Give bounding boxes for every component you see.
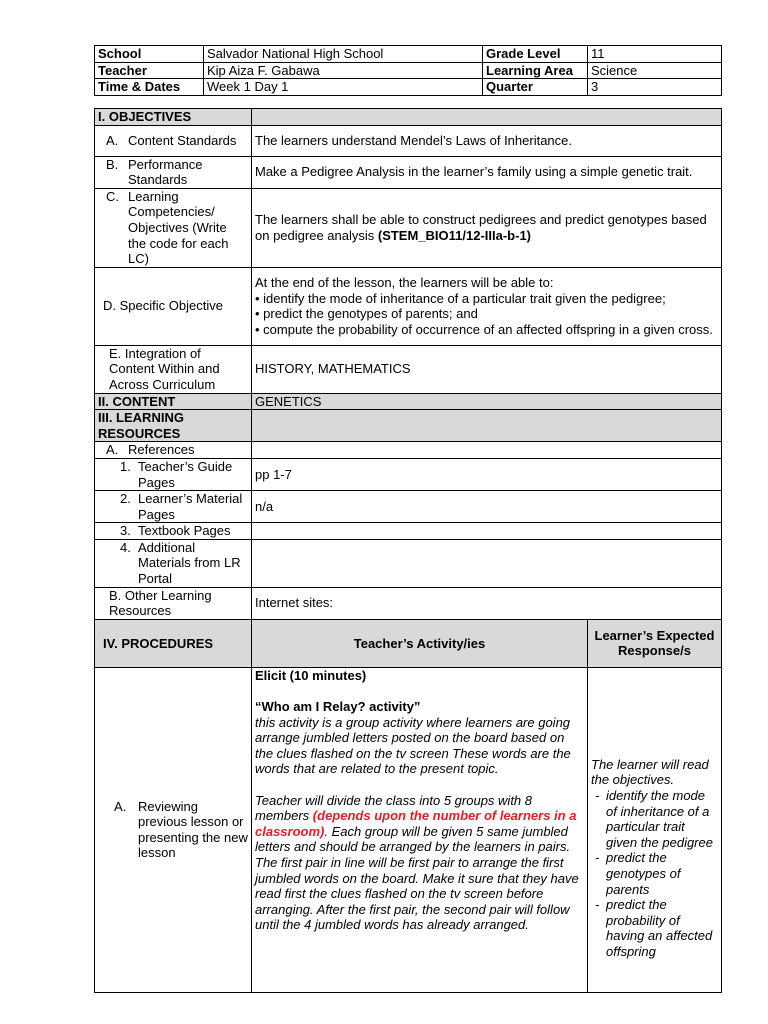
objectives-heading-blank	[252, 109, 722, 126]
performance-standards-value: Make a Pedigree Analysis in the learner’s family using a simple genetic trait.	[252, 156, 722, 188]
teacher-value: Kip Aiza F. Gabawa	[204, 62, 483, 79]
specific-objective-item: • identify the mode of inheritance of a particular trait given the pedigree;	[255, 291, 718, 307]
specific-objective-label: D. Specific Objective	[95, 267, 252, 345]
quarter-label: Quarter	[483, 79, 588, 96]
quarter-value: 3	[588, 79, 722, 96]
other-resources-label: B. Other Learning Resources	[95, 587, 252, 619]
content-value: GENETICS	[252, 393, 722, 410]
learner-response-cell: The learner will read the objectives. - identify the mode of inheritance of a particular trait given the pedigree - predict the genotypes of parents - predict the probability of having an affected offspring	[588, 667, 722, 992]
time-value: Week 1 Day 1	[204, 79, 483, 96]
references-blank	[252, 442, 722, 459]
school-label: School	[95, 46, 204, 63]
lesson-plan-table	[94, 108, 722, 993]
grade-label: Grade Level	[483, 46, 588, 63]
content-heading: II. CONTENT	[95, 393, 252, 410]
references-label: A. References	[95, 442, 252, 459]
performance-standards-label: B. Performance Standards	[95, 156, 252, 188]
response-intro: The learner will read the objectives.	[591, 756, 709, 788]
integration-label: E. Integration of Content Within and Across Curriculum	[95, 345, 252, 393]
resource-item-value	[252, 523, 722, 540]
area-value: Science	[588, 62, 722, 79]
resource-item-label: 2. Learner’s Material Pages	[95, 491, 252, 523]
specific-objective-item: • compute the probability of occurrence of an affected offspring in a given cross.	[255, 322, 718, 338]
procedures-heading: IV. PROCEDURES	[95, 619, 252, 667]
school-value: Salvador National High School	[204, 46, 483, 63]
resource-item-value: n/a	[252, 491, 722, 523]
resource-item-value: pp 1-7	[252, 458, 722, 490]
competency-code: (STEM_BIO11/12-IIIa-b-1)	[377, 227, 532, 243]
content-standards-label: A. Content Standards	[95, 125, 252, 156]
resource-item-label: 1. Teacher’s Guide Pages	[95, 458, 252, 490]
header-table	[94, 45, 722, 96]
other-resources-value: Internet sites:	[252, 587, 722, 619]
procedure-step-label: A. Reviewing previous lesson or presenting the new lesson	[95, 667, 252, 992]
response-item: identify the mode of inheritance of a particular trait given the pedigree	[606, 788, 713, 850]
activity-description: this activity is a group activity where learners are going arrange jumbled letters posted on the board based on the clues flashed on the tv screen These words are the words that are related to the present topic.	[255, 714, 571, 777]
teacher-activity-cell	[252, 667, 588, 992]
group-size-note: (depends upon the number of learners in a classroom)	[255, 808, 577, 839]
learner-response-header: Learner’s Expected Response/s	[588, 619, 722, 667]
time-label: Time & Dates	[95, 79, 204, 96]
resource-item-value	[252, 539, 722, 587]
response-item: predict the probability of having an affected offspring	[606, 897, 713, 959]
activity-instructions: Teacher will divide the class into 5 groups with 8 members (depends upon the number of learners in a classroom). Each group will be given 5 same jumbled letters and should be arranged by the learners in pairs. The first pair in line will be first pair to arrange the first jumbled words on the board. Make it sure that they have read first the clues flashed on the tv screen before arranging. After the first pair, the second pair will follow until the 4 jumbled words has already arranged.	[255, 792, 579, 933]
competencies-label: C. Learning Competencies/ Objectives (Write the code for each LC)	[95, 188, 252, 267]
resources-heading-blank	[252, 410, 722, 442]
specific-objective-value: At the end of the lesson, the learners will be able to: • identify the mode of inheritance of a particular trait given the pedigree; • predict the genotypes of parents; and • compute the probability of occurrence of an affected offspring in a given cross.	[252, 267, 722, 345]
competencies-value: The learners shall be able to construct pedigrees and predict genotypes based on pedigree analysis (STEM_BIO11/12-IIIa-b-1)	[252, 188, 722, 267]
activity-title: “Who am I Relay? activity”	[255, 699, 421, 715]
integration-value: HISTORY, MATHEMATICS	[252, 345, 722, 393]
teacher-label: Teacher	[95, 62, 204, 79]
resource-item-label: 4. Additional Materials from LR Portal	[95, 539, 252, 587]
teacher-activity-header: Teacher’s Activity/ies	[252, 619, 588, 667]
resources-heading: III. LEARNING RESOURCES	[95, 410, 252, 442]
resource-item-label: 3. Textbook Pages	[95, 523, 252, 540]
specific-objective-item: • predict the genotypes of parents; and	[255, 306, 718, 322]
elicit-heading: Elicit (10 minutes)	[255, 667, 367, 683]
content-standards-value: The learners understand Mendel’s Laws of Inheritance.	[252, 125, 722, 156]
response-item: predict the genotypes of parents	[606, 850, 681, 897]
objectives-heading: I. OBJECTIVES	[95, 109, 252, 126]
area-label: Learning Area	[483, 62, 588, 79]
grade-value: 11	[588, 46, 722, 63]
